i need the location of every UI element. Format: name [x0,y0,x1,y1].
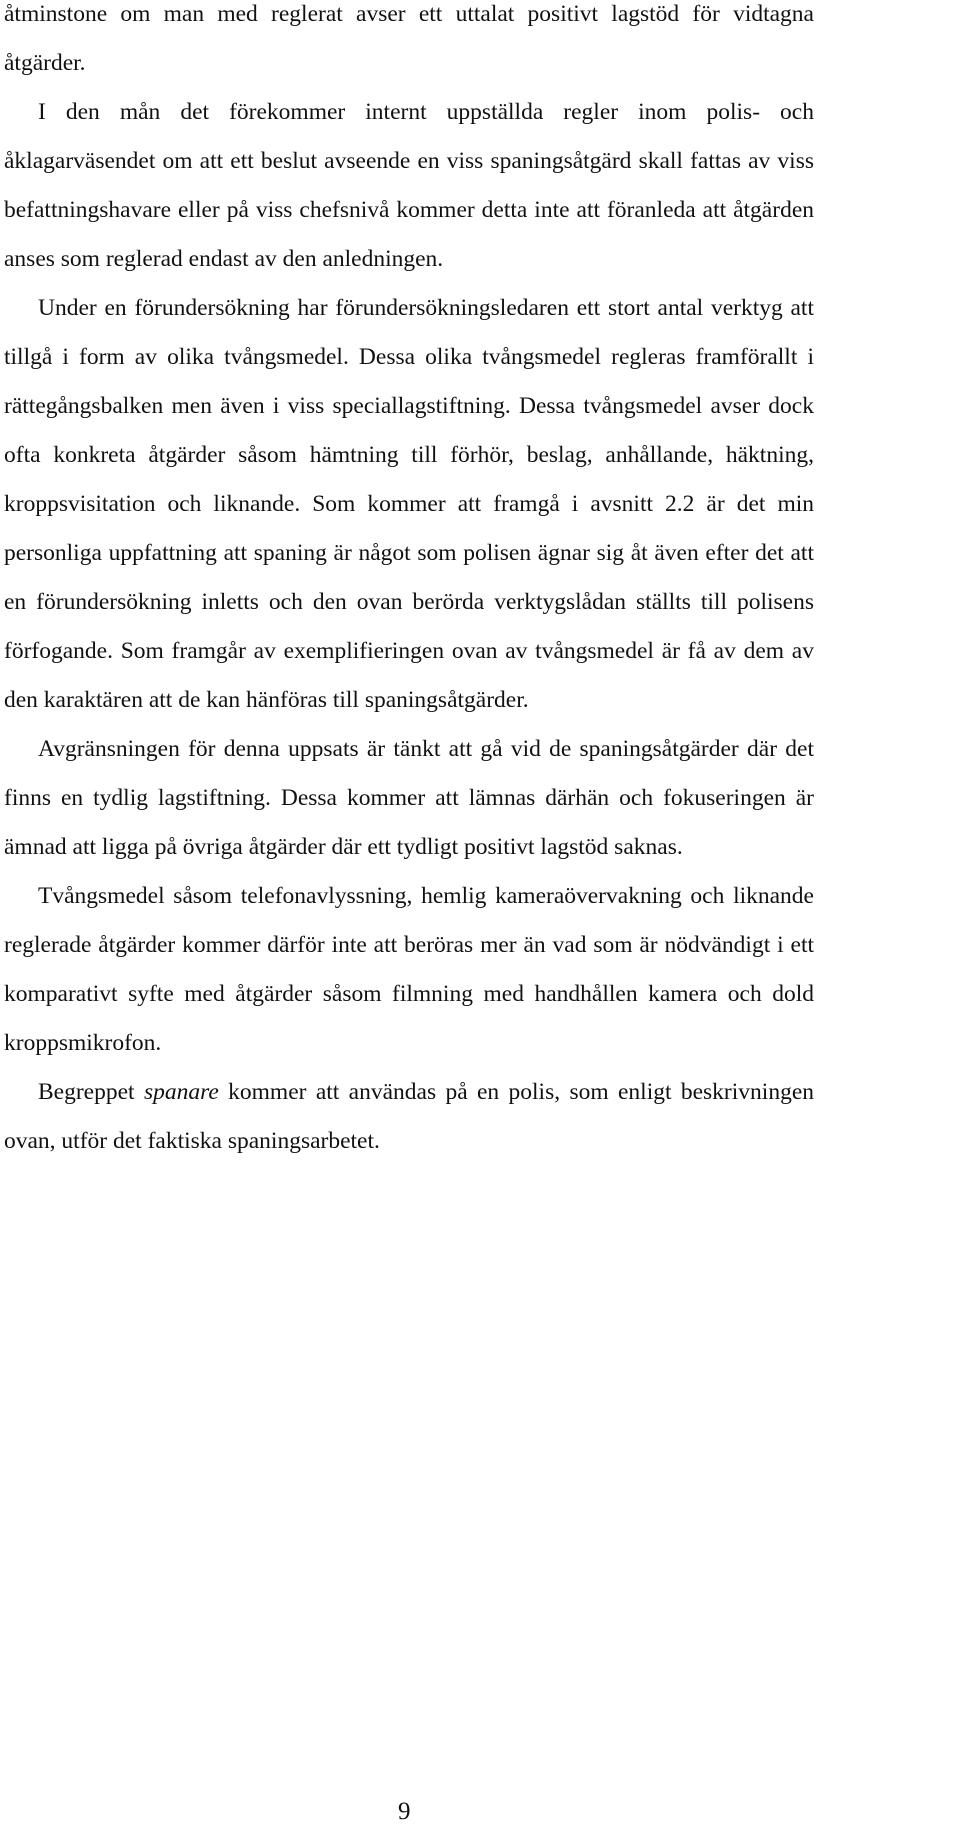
paragraph-4: Avgränsningen för denna uppsats är tänkt att gå vid de spaningsåtgärder där det finns en tydlig lagstiftning. Dessa kommer att lämnas därhän och fokuseringen är ämnad att ligga på övriga åtgärder där ett tydligt positivt lagstöd saknas. [4,736,814,860]
paragraph-3: Under en förundersökning har förundersökningsledaren ett stort antal verktyg att tillgå i form av olika tvångsmedel. Dessa olika tvångsmedel regleras framförallt i rättegångsbalken men även i viss speciallagstiftning. Dessa tvångsmedel avser dock ofta konkreta åtgärder såsom hämtning till förhör, beslag, anhållande, häktning, kroppsvisitation och liknande. Som kommer att framgå i avsnitt 2.2 är det min personliga uppfattning att spaning är något som polisen ägnar sig åt även efter det att en förundersökning inletts och den ovan berörda verktygslådan ställts till polisens förfogande. Som framgår av exemplifieringen ovan av tvångsmedel är få av dem av den karaktären att de kan hänföras till spaningsåtgärder. [4,295,814,713]
paragraph-6-after: kommer att användas på en polis, som enligt beskrivningen ovan, utför det faktiska spaningsarbetet. [4,1079,814,1154]
paragraph-6 [4,1068,814,1166]
document-page [4,0,814,1166]
paragraph-1: åtminstone om man med reglerat avser ett uttalat positivt lagstöd för vidtagna åtgärder. [4,1,814,76]
emphasized-term: spanare [143,1079,219,1105]
page-number: 9 [398,1798,411,1825]
paragraph-5: Tvångsmedel såsom telefonavlyssning, hemlig kameraövervakning och liknande reglerade åtgärder kommer därför inte att beröras mer än vad som är nödvändigt i ett komparativt syfte med åtgärder såsom filmning med handhållen kamera och dold kroppsmikrofon. [4,883,814,1056]
paragraph-2: I den mån det förekommer internt uppställda regler inom polis- och åklagarväsendet om att ett beslut avseende en viss spaningsåtgärd skall fattas av viss befattningshavare eller på viss chefsnivå kommer detta inte att föranleda att åtgärden anses som reglerad endast av den anledningen. [4,99,814,272]
paragraph-6-before: Begreppet [38,1079,144,1105]
